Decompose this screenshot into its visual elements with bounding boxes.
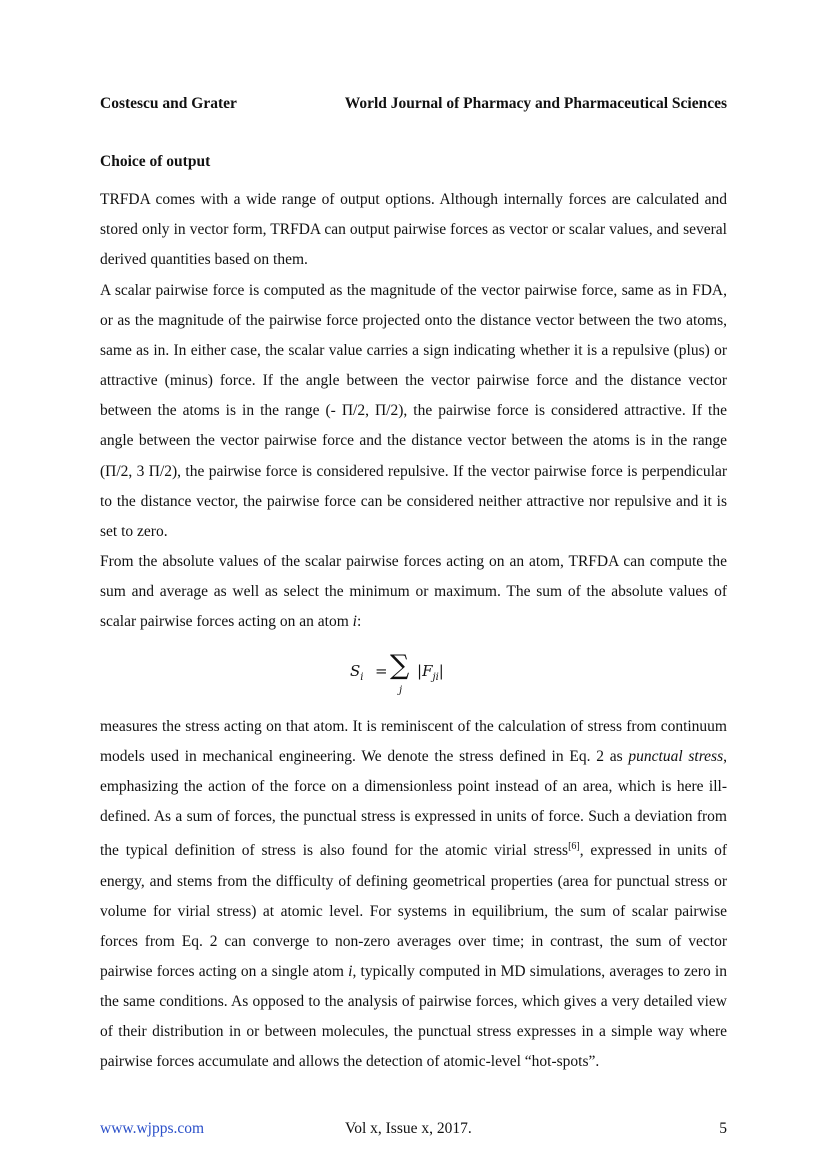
equation-body: [350, 650, 460, 704]
section-heading: Choice of output: [100, 153, 211, 170]
equation-equals: =: [375, 662, 388, 680]
paragraph-3-text: From the absolute values of the scalar pairwise forces acting on an atom, TRFDA can compute the sum and average as well as select the minimum or maximum. The sum of the absolute values of scalar pairwise forces acting on an atom: [100, 553, 727, 631]
paragraph-4-emphasis: punctual stress: [628, 748, 724, 766]
equation-term: $|F_{ji}|$: [417, 662, 444, 683]
paragraph-4-part-a: measures the stress acting on that atom. It is reminiscent of the calculation of stress from continuum models used in mechanical engineering. We denote the stress defined in Eq. 2 as: [100, 718, 727, 766]
summation-symbol: ∑: [390, 650, 410, 681]
footer-issue: Vol x, Issue x, 2017.: [345, 1120, 472, 1137]
paragraph-4-variable: i: [348, 962, 353, 980]
header-journal-title: World Journal of Pharmacy and Pharmaceutical Sciences: [344, 95, 727, 112]
summation-index: j: [399, 685, 403, 696]
citation-6[interactable]: [6]: [568, 841, 580, 853]
footer-url-link[interactable]: www.wjpps.com: [100, 1120, 205, 1137]
paragraph-4-part-b: , emphasizing the action of the force on a dimensionless point instead of an area, which is here ill-defined. As a sum of forces, the punctual stress is expressed in units of force. Such a deviation from the typical definition of stress is also found for the atomic virial stress: [100, 748, 728, 860]
paragraph-2: A scalar pairwise force is computed as the magnitude of the vector pairwise force, same as in FDA, or as the magnitude of the pairwise force projected onto the distance vector between the two atoms, same as in. In either case, the scalar value carries a sign indicating whether it is a repulsive (plus) or attractive (minus) force. If the angle between the vector pairwise force and the distance vector between the atoms is in the range (- Π/2, Π/2), the pairwise force is considered attractive. If the angle between the vector pairwise force and the distance vector between the atoms is in the range (Π/2, 3 Π/2), the pairwise force is considered repulsive. If the vector pairwise force is perpendicular to the distance vector, the pairwise force can be considered neither attractive nor repulsive and it is set to zero.: [100, 282, 727, 540]
equation-lhs: $S_i$: [350, 662, 364, 683]
paragraph-3-variable: i: [352, 613, 357, 631]
header-authors: Costescu and Grater: [100, 95, 237, 112]
equation-2: [0, 650, 827, 704]
page-footer: [100, 1120, 727, 1142]
paragraph-4-part-c: , expressed in units of energy, and stems from the difficulty of defining geometrical properties (area for punctual stress or volume for virial stress) at atomic level. For systems in equilibrium, the sum of scalar pairwise forces from Eq. 2 can converge to non-zero averages over time; in contrast, the sum of vector pairwise forces acting on a single atom: [100, 842, 728, 980]
paragraph-1: TRFDA comes with a wide range of output options. Although internally forces are calculated and stored only in vector form, TRFDA can output pairwise forces as vector or scalar values, and several derived quantities based on them.: [100, 191, 727, 269]
paragraph-4: [100, 712, 727, 1077]
paragraph-3-end: :: [356, 613, 362, 631]
page-number: 5: [719, 1120, 727, 1137]
paragraph-3: [100, 547, 727, 637]
paragraph-4-part-d: , typically computed in MD simulations, averages to zero in the same conditions. As opposed to the analysis of pairwise forces, which gives a very detailed view of their distribution in or between molecules, the punctual stress expresses in a simple way where pairwise forces accumulate and allows the detection of atomic-level “hot-spots”.: [100, 962, 727, 1071]
page-header: [100, 95, 727, 117]
